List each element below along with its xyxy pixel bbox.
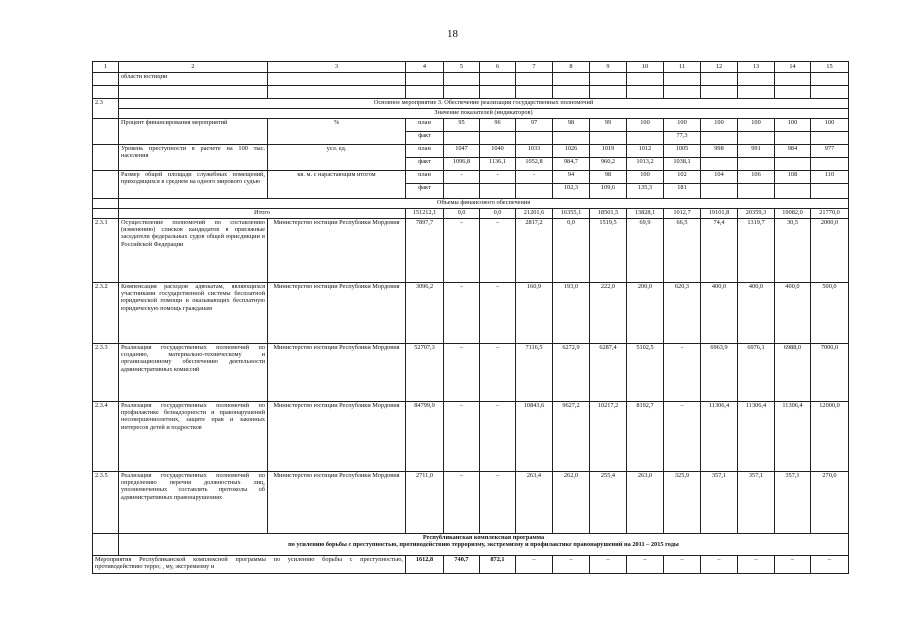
item-value: – xyxy=(480,472,516,534)
program-item-value: 1612,8 xyxy=(406,556,444,574)
item-value: – xyxy=(444,472,480,534)
indicator-plan-row xyxy=(93,171,849,184)
indicator-value xyxy=(480,132,516,145)
item-name: Реализация государственных полномочий по определению перечня должностных лиц, уполномоченных составлять протоколы об административных правонарушениях xyxy=(119,472,268,534)
item-executor: Министерство юстиции Республики Мордовия xyxy=(268,219,406,283)
indicator-value: 135,3 xyxy=(627,184,664,199)
item-value: 9627,2 xyxy=(553,402,590,472)
table-cell xyxy=(406,86,444,99)
indicator-plan-row xyxy=(93,145,849,158)
item-number: 2.3.3 xyxy=(93,344,119,402)
indicator-value: 102 xyxy=(664,171,701,184)
indicator-value: 99 xyxy=(590,119,627,132)
item-value: 160,9 xyxy=(516,283,553,344)
indicator-value: 100 xyxy=(811,119,849,132)
justice-row xyxy=(93,73,849,86)
program-item-value: 872,1 xyxy=(480,556,516,574)
program-title xyxy=(119,534,849,556)
program-item-value: – xyxy=(701,556,738,574)
program-item-value: – xyxy=(811,556,849,574)
indicator-value xyxy=(444,132,480,145)
total-value: 13828,1 xyxy=(627,209,664,219)
indicators-title-row xyxy=(93,109,849,119)
indicator-value xyxy=(516,132,553,145)
indicator-value: - xyxy=(516,171,553,184)
item-value: 6963,9 xyxy=(701,344,738,402)
item-executor: Министерство юстиции Республики Мордовия xyxy=(268,344,406,402)
indicator-value: 991 xyxy=(738,145,775,158)
column-number: 12 xyxy=(701,62,738,73)
item-row xyxy=(93,402,849,472)
indicator-value: 1096,8 xyxy=(444,158,480,171)
item-value: – xyxy=(444,283,480,344)
indicator-value: 1013,2 xyxy=(627,158,664,171)
item-value: 1519,5 xyxy=(590,219,627,283)
item-value: 263,4 xyxy=(516,472,553,534)
item-row xyxy=(93,472,849,534)
indicator-value: 1038,1 xyxy=(664,158,701,171)
item-value: 6988,0 xyxy=(775,344,811,402)
total-value: 16355,1 xyxy=(553,209,590,219)
indicator-value: - xyxy=(444,171,480,184)
item-row xyxy=(93,219,849,283)
table-cell xyxy=(775,86,811,99)
indicator-value xyxy=(590,132,627,145)
item-value: 357,1 xyxy=(701,472,738,534)
item-value: 84799,9 xyxy=(406,402,444,472)
indicator-value: 108 xyxy=(775,171,811,184)
item-value: 2711,0 xyxy=(406,472,444,534)
table-cell xyxy=(553,73,590,86)
table-cell xyxy=(738,73,775,86)
item-value: 66,5 xyxy=(664,219,701,283)
item-value: – xyxy=(480,402,516,472)
indicator-value: 1012 xyxy=(627,145,664,158)
indicator-value: 100 xyxy=(664,119,701,132)
item-value: 2000,0 xyxy=(811,219,849,283)
section-title: Основное мероприятие 3. Обеспечение реализации государственных полномочий xyxy=(119,99,849,109)
plan-label: план xyxy=(406,171,444,184)
table-cell xyxy=(627,86,664,99)
column-number: 14 xyxy=(775,62,811,73)
item-value: – xyxy=(480,344,516,402)
program-title-line2: по усилению борьбы с преступностью, противодействию терроризму, экстремизму и профилактике правонарушений на 2011 – 2015 годы xyxy=(288,541,679,549)
item-value: 6287,4 xyxy=(590,344,627,402)
table-cell xyxy=(93,171,119,199)
program-item-value: – xyxy=(627,556,664,574)
indicator-value xyxy=(775,132,811,145)
indicator-value: 1033 xyxy=(516,145,553,158)
total-value: 151212,1 xyxy=(406,209,444,219)
item-value: 7116,5 xyxy=(516,344,553,402)
item-value: 193,0 xyxy=(553,283,590,344)
column-number: 7 xyxy=(516,62,553,73)
item-value: 357,1 xyxy=(738,472,775,534)
indicator-value xyxy=(738,184,775,199)
program-item-value: 740,7 xyxy=(444,556,480,574)
item-value: 7000,0 xyxy=(811,344,849,402)
indicator-value: 960,2 xyxy=(590,158,627,171)
column-number: 3 xyxy=(268,62,406,73)
column-number: 5 xyxy=(444,62,480,73)
indicator-value: 94 xyxy=(553,171,590,184)
item-value: 69,9 xyxy=(627,219,664,283)
table-cell xyxy=(93,534,119,556)
indicator-value: 100 xyxy=(738,119,775,132)
indicator-value xyxy=(811,184,849,199)
indicator-value: 77,3 xyxy=(664,132,701,145)
indicator-value: - xyxy=(480,171,516,184)
item-value: 11306,4 xyxy=(775,402,811,472)
item-value: 262,0 xyxy=(553,472,590,534)
item-value: – xyxy=(444,344,480,402)
item-number: 2.3.2 xyxy=(93,283,119,344)
indicator-unit: % xyxy=(268,119,406,145)
plan-label: план xyxy=(406,119,444,132)
item-value: 0,0 xyxy=(553,219,590,283)
total-row xyxy=(93,209,849,219)
table-cell xyxy=(590,86,627,99)
indicator-value xyxy=(738,132,775,145)
table-cell xyxy=(480,73,516,86)
table-cell xyxy=(516,86,553,99)
program-item-value: – xyxy=(664,556,701,574)
item-value: 52707,3 xyxy=(406,344,444,402)
column-number: 13 xyxy=(738,62,775,73)
column-number: 2 xyxy=(119,62,268,73)
item-value: 500,0 xyxy=(811,283,849,344)
item-value: 325,9 xyxy=(664,472,701,534)
indicator-value: 104 xyxy=(701,171,738,184)
program-item-value: – xyxy=(590,556,627,574)
header-row xyxy=(93,62,849,73)
item-value: 8192,7 xyxy=(627,402,664,472)
program-item-name: Мероприятия Республиканской комплексной программы по усилению борьбы с преступностью, противодействию терро; , му, экстремизму и xyxy=(93,556,406,574)
program-item-value: – xyxy=(553,556,590,574)
indicator-value: 106 xyxy=(738,171,775,184)
row-text: области юстиции xyxy=(119,73,268,86)
total-value: 18501,5 xyxy=(590,209,627,219)
program-title-row xyxy=(93,534,849,556)
table-cell xyxy=(93,145,119,171)
item-name: Реализация государственных полномочий по профилактике безнадзорности и правонарушений несовершеннолетних, защите прав и законных интересов детей и подростков xyxy=(119,402,268,472)
item-value: 270,0 xyxy=(811,472,849,534)
fact-label: факт xyxy=(406,132,444,145)
item-value: 400,0 xyxy=(701,283,738,344)
indicator-value: 1040 xyxy=(480,145,516,158)
indicator-value xyxy=(811,158,849,171)
table-cell xyxy=(627,73,664,86)
indicator-value: 998 xyxy=(701,145,738,158)
table-cell xyxy=(93,86,119,99)
table-cell xyxy=(664,73,701,86)
indicator-name: Процент финансирования мероприятий xyxy=(119,119,268,145)
indicator-value: 1019 xyxy=(590,145,627,158)
total-value: 20359,3 xyxy=(738,209,775,219)
item-value: 10217,2 xyxy=(590,402,627,472)
indicator-value: 984 xyxy=(775,145,811,158)
indicator-unit: усл. ед. xyxy=(268,145,406,171)
indicator-value xyxy=(701,132,738,145)
indicator-value xyxy=(701,158,738,171)
item-value: 200,0 xyxy=(627,283,664,344)
total-value: 0,0 xyxy=(444,209,480,219)
indicator-value xyxy=(811,132,849,145)
table-cell xyxy=(553,86,590,99)
total-value: 19082,0 xyxy=(775,209,811,219)
table-cell xyxy=(664,86,701,99)
item-value: 7897,7 xyxy=(406,219,444,283)
table-cell xyxy=(268,73,406,86)
table-cell xyxy=(775,73,811,86)
item-value: – xyxy=(480,219,516,283)
item-value: – xyxy=(444,402,480,472)
item-value: 12000,0 xyxy=(811,402,849,472)
item-value: 357,1 xyxy=(775,472,811,534)
column-number: 9 xyxy=(590,62,627,73)
program-item-row xyxy=(93,556,849,574)
indicator-value: 100 xyxy=(627,119,664,132)
table-cell xyxy=(701,86,738,99)
total-value: 21770,0 xyxy=(811,209,849,219)
indicator-value xyxy=(775,184,811,199)
table-cell xyxy=(268,86,406,99)
indicator-value: 102,3 xyxy=(553,184,590,199)
item-value: 3096,2 xyxy=(406,283,444,344)
table-cell xyxy=(93,119,119,145)
total-value: 19101,8 xyxy=(701,209,738,219)
financing-title-row xyxy=(93,199,849,209)
page-number: 18 xyxy=(447,28,458,40)
indicator-value xyxy=(516,184,553,199)
program-title-line1: Республиканская комплексная программа xyxy=(422,534,545,541)
fact-label: факт xyxy=(406,158,444,171)
item-value: 30,5 xyxy=(775,219,811,283)
indicator-value: 100 xyxy=(627,171,664,184)
column-number: 10 xyxy=(627,62,664,73)
item-executor: Министерство юстиции Республики Мордовия xyxy=(268,402,406,472)
table-cell xyxy=(444,86,480,99)
item-row xyxy=(93,344,849,402)
table-cell xyxy=(811,86,849,99)
indicator-value xyxy=(738,158,775,171)
table-cell xyxy=(738,86,775,99)
indicator-value: 1005 xyxy=(664,145,701,158)
indicator-value: 1047 xyxy=(444,145,480,158)
indicator-plan-row xyxy=(93,119,849,132)
item-number: 2.3.1 xyxy=(93,219,119,283)
indicator-value: 95 xyxy=(444,119,480,132)
indicator-value: 977 xyxy=(811,145,849,158)
section-title-row xyxy=(93,99,849,109)
item-number: 2.3.4 xyxy=(93,402,119,472)
item-value: 255,4 xyxy=(590,472,627,534)
item-value: 10843,6 xyxy=(516,402,553,472)
table-cell xyxy=(516,73,553,86)
table-cell xyxy=(93,199,119,209)
total-value: 1012,7 xyxy=(664,209,701,219)
item-executor: Министерство юстиции Республики Мордовия xyxy=(268,472,406,534)
indicator-value: 110 xyxy=(811,171,849,184)
item-value: 1319,7 xyxy=(738,219,775,283)
indicator-value: 98 xyxy=(553,119,590,132)
spacer-row xyxy=(93,86,849,99)
column-number: 4 xyxy=(406,62,444,73)
plan-label: план xyxy=(406,145,444,158)
fact-label: факт xyxy=(406,184,444,199)
item-value: 620,3 xyxy=(664,283,701,344)
item-value: 5102,5 xyxy=(627,344,664,402)
indicator-value xyxy=(775,158,811,171)
indicator-value: 1052,8 xyxy=(516,158,553,171)
indicator-value xyxy=(480,184,516,199)
program-table xyxy=(92,61,849,574)
program-item-value: – xyxy=(516,556,553,574)
financing-title: Объемы финансового обеспечения xyxy=(119,199,849,209)
indicator-value: 1136,1 xyxy=(480,158,516,171)
indicator-unit: кв. м. с нарастающим итогом xyxy=(268,171,406,199)
item-row xyxy=(93,283,849,344)
item-value: 400,0 xyxy=(775,283,811,344)
table-cell xyxy=(811,73,849,86)
table-cell xyxy=(406,73,444,86)
item-number: 2.3.5 xyxy=(93,472,119,534)
column-number: 11 xyxy=(664,62,701,73)
indicator-value: 984,7 xyxy=(553,158,590,171)
indicator-value: 98 xyxy=(590,171,627,184)
indicator-value: 1026 xyxy=(553,145,590,158)
item-value: 11306,4 xyxy=(701,402,738,472)
item-value: - xyxy=(664,344,701,402)
item-value: 400,0 xyxy=(738,283,775,344)
item-value: 11306,4 xyxy=(738,402,775,472)
item-value: 263,0 xyxy=(627,472,664,534)
item-value: 74,4 xyxy=(701,219,738,283)
item-value: 6976,1 xyxy=(738,344,775,402)
table-cell xyxy=(480,86,516,99)
indicator-value xyxy=(553,132,590,145)
indicator-value: 181 xyxy=(664,184,701,199)
table-cell xyxy=(93,73,119,86)
column-number: 8 xyxy=(553,62,590,73)
total-value: 0,0 xyxy=(480,209,516,219)
indicator-value: 97 xyxy=(516,119,553,132)
indicator-value xyxy=(444,184,480,199)
indicators-title: Значение показателей (индикаторов) xyxy=(119,109,849,119)
table-cell xyxy=(444,73,480,86)
item-value: 222,0 xyxy=(590,283,627,344)
column-number: 1 xyxy=(93,62,119,73)
table-cell xyxy=(701,73,738,86)
indicator-name: Размер общей площади служебных помещений, приходящихся в среднем на одного мирового судью xyxy=(119,171,268,199)
table-cell xyxy=(590,73,627,86)
table-cell xyxy=(93,209,119,219)
indicator-value: 100 xyxy=(701,119,738,132)
indicator-value: 96 xyxy=(480,119,516,132)
item-name: Компенсация расходов адвокатам, являющихся участниками государственной системы бесплатной юридической помощи и оказывающих бесплатную юридическую помощь гражданам xyxy=(119,283,268,344)
item-value: – xyxy=(664,402,701,472)
column-number: 6 xyxy=(480,62,516,73)
indicator-value xyxy=(701,184,738,199)
table-cell xyxy=(119,86,268,99)
item-value: – xyxy=(444,219,480,283)
item-name: Реализация государственных полномочий по созданию, материально-техническому и организационному обеспечению деятельности административных комиссий xyxy=(119,344,268,402)
item-value: – xyxy=(480,283,516,344)
program-item-value: – xyxy=(775,556,811,574)
indicator-value: 100 xyxy=(775,119,811,132)
item-value: 2817,2 xyxy=(516,219,553,283)
indicator-value: 109,6 xyxy=(590,184,627,199)
total-value: 21201,6 xyxy=(516,209,553,219)
item-name: Осуществление полномочий по составлению (изменению) списков кандидатов в присяжные заседатели федеральных судов общей юрисдикции в Российской Федерации xyxy=(119,219,268,283)
section-number: 2.3 xyxy=(93,99,119,119)
column-number: 15 xyxy=(811,62,849,73)
total-label: Итого xyxy=(119,209,406,219)
indicator-value xyxy=(627,132,664,145)
item-executor: Министерство юстиции Республики Мордовия xyxy=(268,283,406,344)
item-value: 6272,9 xyxy=(553,344,590,402)
program-item-value: – xyxy=(738,556,775,574)
indicator-name: Уровень преступности в расчете на 100 тыс. населения xyxy=(119,145,268,171)
